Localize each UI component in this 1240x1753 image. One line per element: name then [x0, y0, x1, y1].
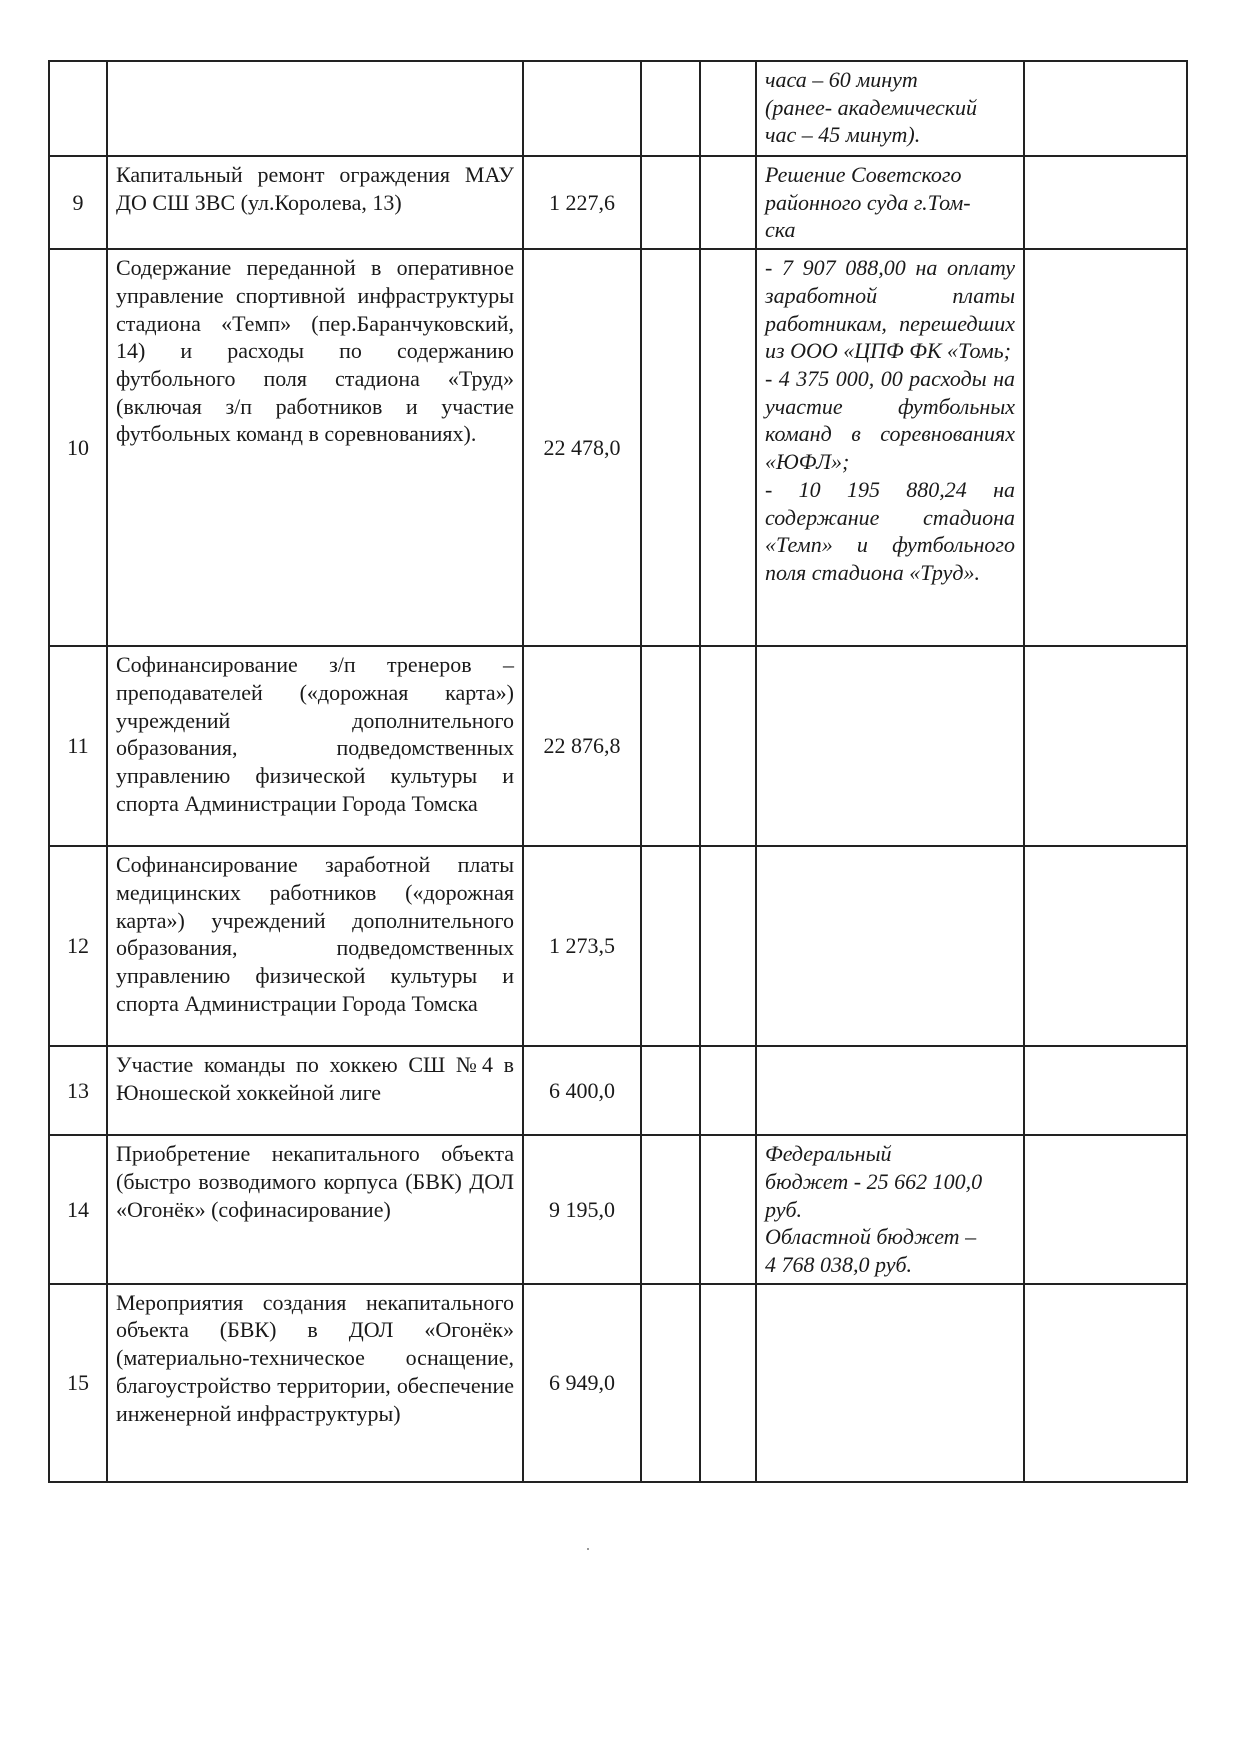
- empty-cell: [1024, 249, 1187, 646]
- empty-cell: [756, 846, 1024, 1046]
- table-row: [49, 1046, 1187, 1135]
- empty-cell: [756, 1284, 1024, 1482]
- table-row: [49, 61, 1187, 156]
- note-line: - 10 195 880,24 на содержание стадиона «Темп» и футбольного поля стадиона «Труд».: [765, 476, 1015, 586]
- note-line: - 4 375 000, 00 расходы на участие футбольных команд в соревнованиях «ЮФЛ»;: [765, 366, 1015, 475]
- row-number: 9: [49, 156, 107, 249]
- empty-cell: [1024, 646, 1187, 846]
- row-amount: [523, 61, 641, 156]
- empty-cell: [1024, 1135, 1187, 1284]
- row-amount: 22 876,8: [523, 646, 641, 846]
- empty-cell: [700, 1046, 756, 1135]
- row-number: [49, 61, 107, 156]
- row-number: 10: [49, 249, 107, 646]
- note-line: 4 768 038,0 руб.: [765, 1252, 913, 1278]
- empty-cell: [1024, 1284, 1187, 1482]
- row-amount: 6 400,0: [523, 1046, 641, 1135]
- empty-cell: [641, 846, 700, 1046]
- empty-cell: [641, 156, 700, 249]
- row-note: [756, 249, 1024, 646]
- empty-cell: [1024, 61, 1187, 156]
- empty-cell: [641, 249, 700, 646]
- row-description: Софинансирование з/п тренеров – преподавателей («дорожная карта») учреждений дополнительного образования, подведомственных управлению физической культуры и спорта Администрации Города Томска: [107, 646, 523, 846]
- note-line: Областной бюджет –: [765, 1224, 977, 1250]
- row-note: [756, 1135, 1024, 1284]
- empty-cell: [641, 1046, 700, 1135]
- row-amount: 22 478,0: [523, 249, 641, 646]
- note-line: - 7 907 088,00 на оплату заработной платы работникам, перешедших из ООО «ЦПФ ФК «Томь;: [765, 255, 1015, 364]
- row-description: Мероприятия создания некапитального объекта (БВК) в ДОЛ «Огонёк» (материально-техническое оснащение, благоустройство территории, обеспечение инженерной инфраструктуры): [107, 1284, 523, 1482]
- row-number: 14: [49, 1135, 107, 1284]
- empty-cell: [756, 646, 1024, 846]
- row-note: [756, 156, 1024, 249]
- empty-cell: [700, 846, 756, 1046]
- table-row: [49, 249, 1187, 646]
- empty-cell: [700, 1135, 756, 1284]
- row-number: 12: [49, 846, 107, 1046]
- empty-cell: [700, 1284, 756, 1482]
- empty-cell: [1024, 846, 1187, 1046]
- row-number: 13: [49, 1046, 107, 1135]
- table-row: [49, 846, 1187, 1046]
- empty-cell: [700, 156, 756, 249]
- empty-cell: [1024, 156, 1187, 249]
- row-description: Капитальный ремонт ограждения МАУ ДО СШ ЗВС (ул.Королева, 13): [107, 156, 523, 249]
- note-line: ска: [765, 217, 796, 243]
- row-description: Участие команды по хоккею СШ №4 в Юношеской хоккейной лиге: [107, 1046, 523, 1135]
- row-amount: 6 949,0: [523, 1284, 641, 1482]
- row-description: Приобретение некапитального объекта (быстро возводимого корпуса (БВК) ДОЛ «Огонёк» (софинасирование): [107, 1135, 523, 1284]
- row-amount: 1 273,5: [523, 846, 641, 1046]
- table-row: [49, 156, 1187, 249]
- row-amount: 9 195,0: [523, 1135, 641, 1284]
- note-line: Федеральный: [765, 1141, 892, 1167]
- empty-cell: [700, 61, 756, 156]
- empty-cell: [641, 646, 700, 846]
- empty-cell: [756, 1046, 1024, 1135]
- note-line: Решение Советского: [765, 162, 962, 187]
- scan-speck: [587, 1548, 589, 1550]
- empty-cell: [641, 1284, 700, 1482]
- row-number: 11: [49, 646, 107, 846]
- row-description: Содержание переданной в оперативное управление спортивной инфраструктуры стадиона «Темп» (пер.Баранчуковский, 14) и расходы по содержанию футбольного поля стадиона «Труд» (включая з/п работников и участие футбольных команд в соревнованиях).: [107, 249, 523, 646]
- note-line: районного суда г.Том-: [765, 189, 971, 215]
- row-number: 15: [49, 1284, 107, 1482]
- table-row: [49, 1135, 1187, 1284]
- empty-cell: [1024, 1046, 1187, 1135]
- table-row: [49, 646, 1187, 846]
- note-line: бюджет - 25 662 100,0: [765, 1168, 983, 1194]
- note-line: час – 45 минут).: [765, 122, 921, 148]
- row-description: [107, 61, 523, 156]
- empty-cell: [641, 1135, 700, 1284]
- empty-cell: [700, 646, 756, 846]
- note-line: часа – 60 минут: [765, 67, 918, 92]
- row-note: [756, 61, 1024, 156]
- row-description: Софинансирование заработной платы медицинских работников («дорожная карта») учреждений дополнительного образования, подведомственных управлению физической культуры и спорта Администрации Города Томска: [107, 846, 523, 1046]
- empty-cell: [641, 61, 700, 156]
- budget-table: [48, 60, 1188, 1483]
- empty-cell: [700, 249, 756, 646]
- note-line: (ранее- академический: [765, 94, 978, 120]
- table-row: [49, 1284, 1187, 1482]
- note-line: руб.: [765, 1196, 803, 1222]
- row-amount: 1 227,6: [523, 156, 641, 249]
